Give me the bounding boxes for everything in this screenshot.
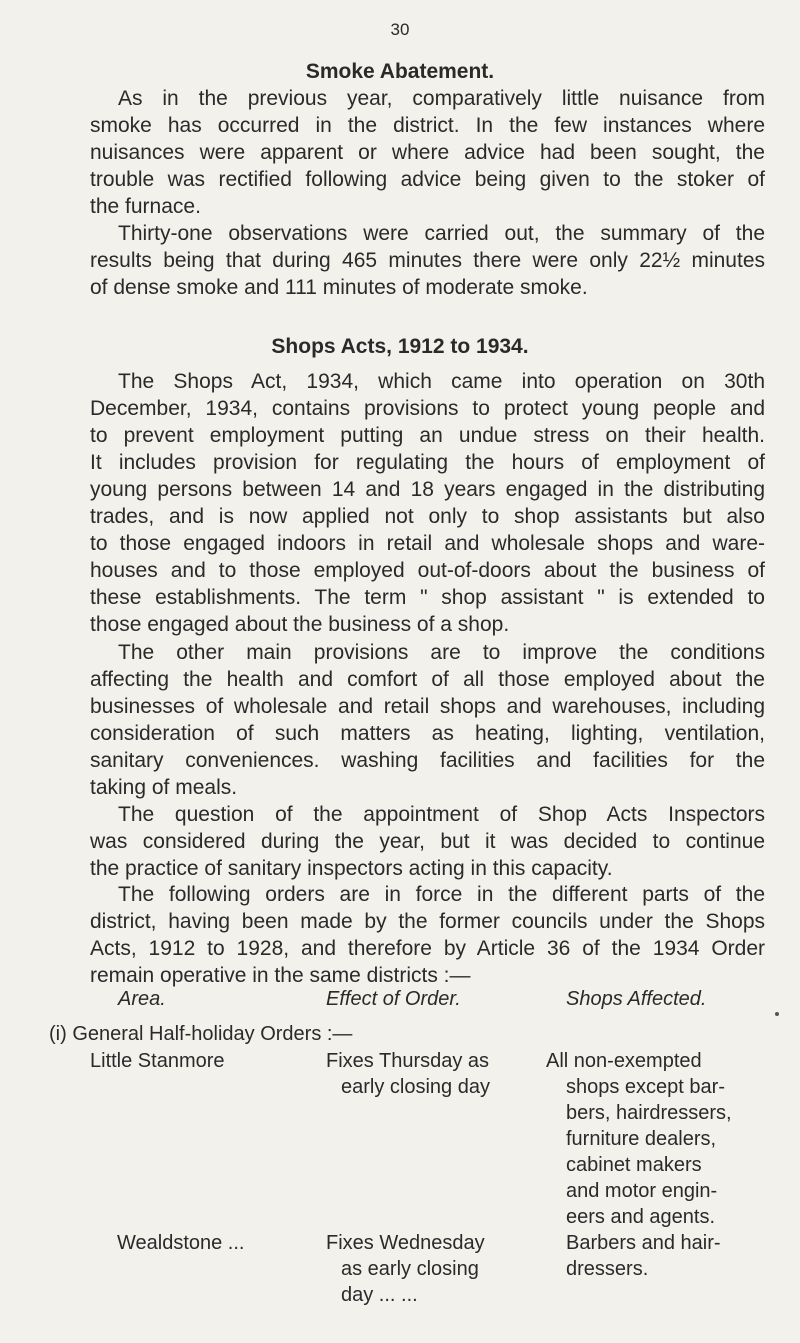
shops-paragraph-2: The other main provisions are to improve the conditions affecting the health and comfort of all those employed about the businesses of wholesale and retail shops and warehouses, including consideration of such matters as heating, lighting, ventilation, sanitary conveniences. washing facilities and facilities for the taking of meals. xyxy=(90,641,765,799)
header-effect: Effect of Order. xyxy=(326,988,461,1010)
smoke-paragraph-1: As in the previous year, comparatively little nuisance from smoke has occurred in the district. In the few instances where nuisances were apparent or where advice had been sought, the trouble was rectified following advice being given to the stoker of the furnace. xyxy=(90,87,765,218)
row-2-shops: Barbers and hair- dressers. xyxy=(566,1232,721,1280)
stray-mark xyxy=(775,1012,779,1016)
row-1-effect: Fixes Thursday as early closing day xyxy=(326,1050,490,1098)
header-shops: Shops Affected. xyxy=(566,988,707,1010)
row-1-shops: All non-exempted shops except bar- bers, hairdressers, furniture dealers, cabinet makers and motor engin- eers and agents. xyxy=(546,1050,732,1228)
shops-paragraph-4: The following orders are in force in the different parts of the district, having been made by the former councils under the Shops Acts, 1912 to 1928, and therefore by Article 36 of the 1934 Order remain operative in the same districts :— xyxy=(90,883,765,987)
smoke-paragraph-2: Thirty-one observations were carried out, the summary of the results being that during 465 minutes there were only 22½ minutes of dense smoke and 111 minutes of moderate smoke. xyxy=(90,222,765,299)
section-label: (i) General Half-holiday Orders :— xyxy=(49,1023,353,1045)
shops-paragraph-3: The question of the appointment of Shop Acts Inspectors was considered during the year, but it was decided to continue the practice of sanitary inspectors acting in this capacity. xyxy=(90,803,765,880)
shops-paragraph-1: The Shops Act, 1934, which came into operation on 30th December, 1934, contains provisions to protect young people and to prevent employment putting an undue stress on their health. It includes provision for regulating the hours of employment of young persons between 14 and 18 years engaged in the distributing trades, and is now applied not only to shop assistants but also to those engaged indoors in retail and wholesale shops and ware- houses and to those employed out-of-doors about the business of these establishments. The term " shop assistant " is extended to those engaged about the business of a shop. xyxy=(90,370,765,636)
row-2-effect: Fixes Wednesday as early closing day ... ... xyxy=(326,1232,485,1306)
header-area: Area. xyxy=(118,988,166,1010)
smoke-heading: Smoke Abatement. xyxy=(305,60,495,83)
row-1-area: Little Stanmore xyxy=(90,1050,225,1072)
shops-heading: Shops Acts, 1912 to 1934. xyxy=(271,335,529,358)
page-number: 30 xyxy=(390,20,410,39)
row-2-area: Wealdstone ... xyxy=(117,1232,245,1254)
